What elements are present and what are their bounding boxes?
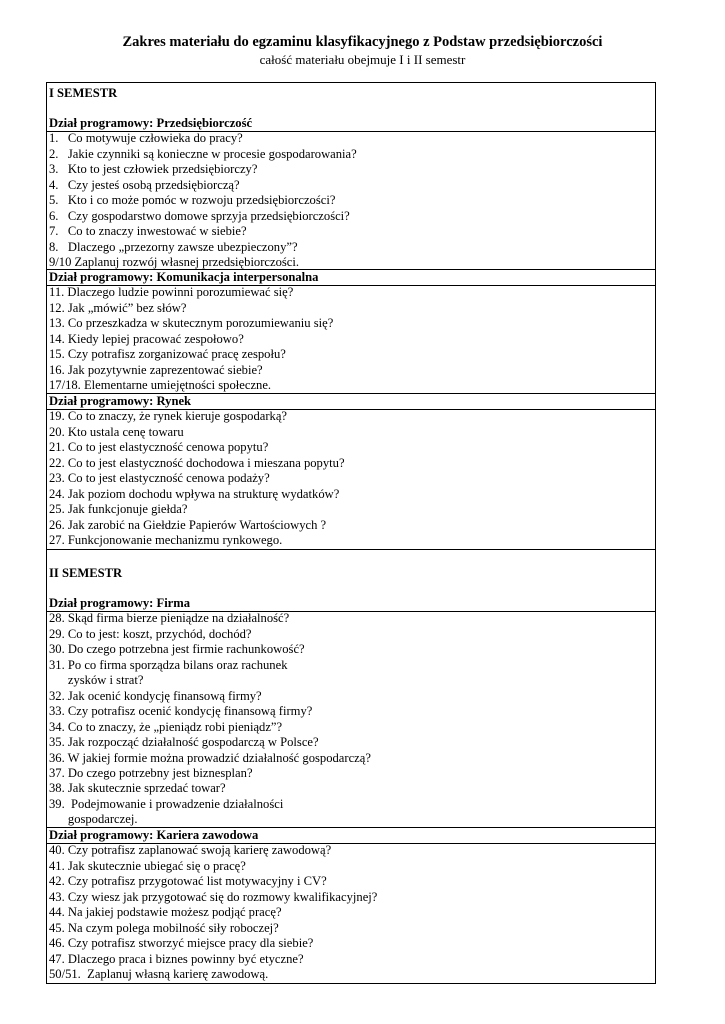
section-heading: Dział programowy: Przedsiębiorczość [49, 116, 253, 130]
question-item: 6. Czy gospodarstwo domowe sprzyja przedsiębiorczości? [49, 208, 350, 223]
question-item: 45. Na czym polega mobilność siły roboczej? [49, 920, 279, 935]
question-item: 29. Co to jest: koszt, przychód, dochód? [49, 626, 252, 641]
question-item: 11. Dlaczego ludzie powinni porozumiewać się? [49, 285, 294, 300]
question-item: 47. Dlaczego praca i biznes powinny być etyczne? [49, 951, 304, 966]
question-item: 35. Jak rozpocząć działalność gospodarczą w Polsce? [49, 735, 319, 750]
question-item: 31. Po co firma sporządza bilans oraz rachunek [49, 657, 288, 672]
question-item: 3. Kto to jest człowiek przedsiębiorczy? [49, 162, 258, 177]
section-heading: Dział programowy: Kariera zawodowa [49, 828, 259, 842]
question-item: zysków i strat? [49, 673, 144, 688]
semester-divider [47, 549, 655, 550]
question-item: 39. Podejmowanie i prowadzenie działalności [49, 796, 284, 811]
question-item: 14. Kiedy lepiej pracować zespołowo? [49, 331, 244, 346]
document-subtitle: całość materiału obejmuje I i II semestr [259, 52, 466, 67]
question-item: 1. Co motywuje człowieka do pracy? [49, 131, 243, 146]
question-item: 8. Dlaczego „przezorny zawsze ubezpieczony”? [49, 239, 298, 254]
question-item: 4. Czy jesteś osobą przedsiębiorczą? [49, 177, 240, 192]
question-item: 5. Kto i co może pomóc w rozwoju przedsiębiorczości? [49, 193, 336, 208]
question-item: 40. Czy potrafisz zaplanować swoją karierę zawodową? [49, 843, 332, 858]
question-item: 28. Skąd firma bierze pieniądze na działalność? [49, 611, 290, 626]
question-item: 23. Co to jest elastyczność cenowa podaży? [49, 471, 270, 486]
question-item: 12. Jak „mówić” bez słów? [49, 300, 187, 315]
question-item: 46. Czy potrafisz stworzyć miejsce pracy dla siebie? [49, 936, 314, 951]
question-item: 50/51. Zaplanuj własną karierę zawodową. [49, 967, 269, 982]
question-item: 26. Jak zarobić na Giełdzie Papierów Wartościowych ? [49, 517, 327, 532]
question-item: 21. Co to jest elastyczność cenowa popytu? [49, 440, 269, 455]
question-item: 32. Jak ocenić kondycję finansową firmy? [49, 688, 262, 703]
semester-heading-2: II SEMESTR [49, 566, 123, 580]
question-item: 42. Czy potrafisz przygotować list motywacyjny i CV? [49, 874, 327, 889]
question-item: 9/10 Zaplanuj rozwój własnej przedsiębiorczości. [49, 255, 300, 270]
syllabus-table [46, 82, 656, 984]
question-item: 15. Czy potrafisz zorganizować pracę zespołu? [49, 347, 286, 362]
question-item: gospodarczej. [49, 812, 138, 827]
section-heading: Dział programowy: Rynek [49, 394, 192, 408]
question-item: 19. Co to znaczy, że rynek kieruje gospodarką? [49, 409, 288, 424]
question-item: 38. Jak skutecznie sprzedać towar? [49, 781, 226, 796]
semester-heading-1: I SEMESTR [49, 86, 118, 100]
question-item: 20. Kto ustala cenę towaru [49, 424, 184, 439]
question-item: 44. Na jakiej podstawie możesz podjąć pracę? [49, 905, 282, 920]
question-item: 27. Funkcjonowanie mechanizmu rynkowego. [49, 533, 283, 548]
question-item: 22. Co to jest elastyczność dochodowa i mieszana popytu? [49, 455, 345, 470]
question-item: 43. Czy wiesz jak przygotować się do rozmowy kwalifikacyjnej? [49, 889, 378, 904]
question-item: 13. Co przeszkadza w skutecznym porozumiewaniu się? [49, 316, 334, 331]
question-item: 33. Czy potrafisz ocenić kondycję finansową firmy? [49, 704, 313, 719]
question-item: 2. Jakie czynniki są konieczne w procesie gospodarowania? [49, 146, 357, 161]
question-item: 34. Co to znaczy, że „pieniądz robi pieniądz”? [49, 719, 283, 734]
question-item: 7. Co to znaczy inwestować w siebie? [49, 224, 247, 239]
question-item: 24. Jak poziom dochodu wpływa na strukturę wydatków? [49, 486, 340, 501]
question-item: 36. W jakiej formie można prowadzić działalność gospodarczą? [49, 750, 371, 765]
question-item: 25. Jak funkcjonuje giełda? [49, 502, 188, 517]
question-item: 17/18. Elementarne umiejętności społeczne. [49, 378, 272, 393]
question-item: 16. Jak pozytywnie zaprezentować siebie? [49, 362, 263, 377]
section-heading: Dział programowy: Firma [49, 596, 191, 610]
document-title: Zakres materiału do egzaminu klasyfikacyjnego z Podstaw przedsiębiorczości [122, 34, 603, 50]
question-item: 37. Do czego potrzebny jest biznesplan? [49, 765, 253, 780]
section-heading: Dział programowy: Komunikacja interpersonalna [49, 270, 319, 284]
question-item: 30. Do czego potrzebna jest firmie rachunkowość? [49, 642, 305, 657]
question-item: 41. Jak skutecznie ubiegać się o pracę? [49, 858, 246, 873]
